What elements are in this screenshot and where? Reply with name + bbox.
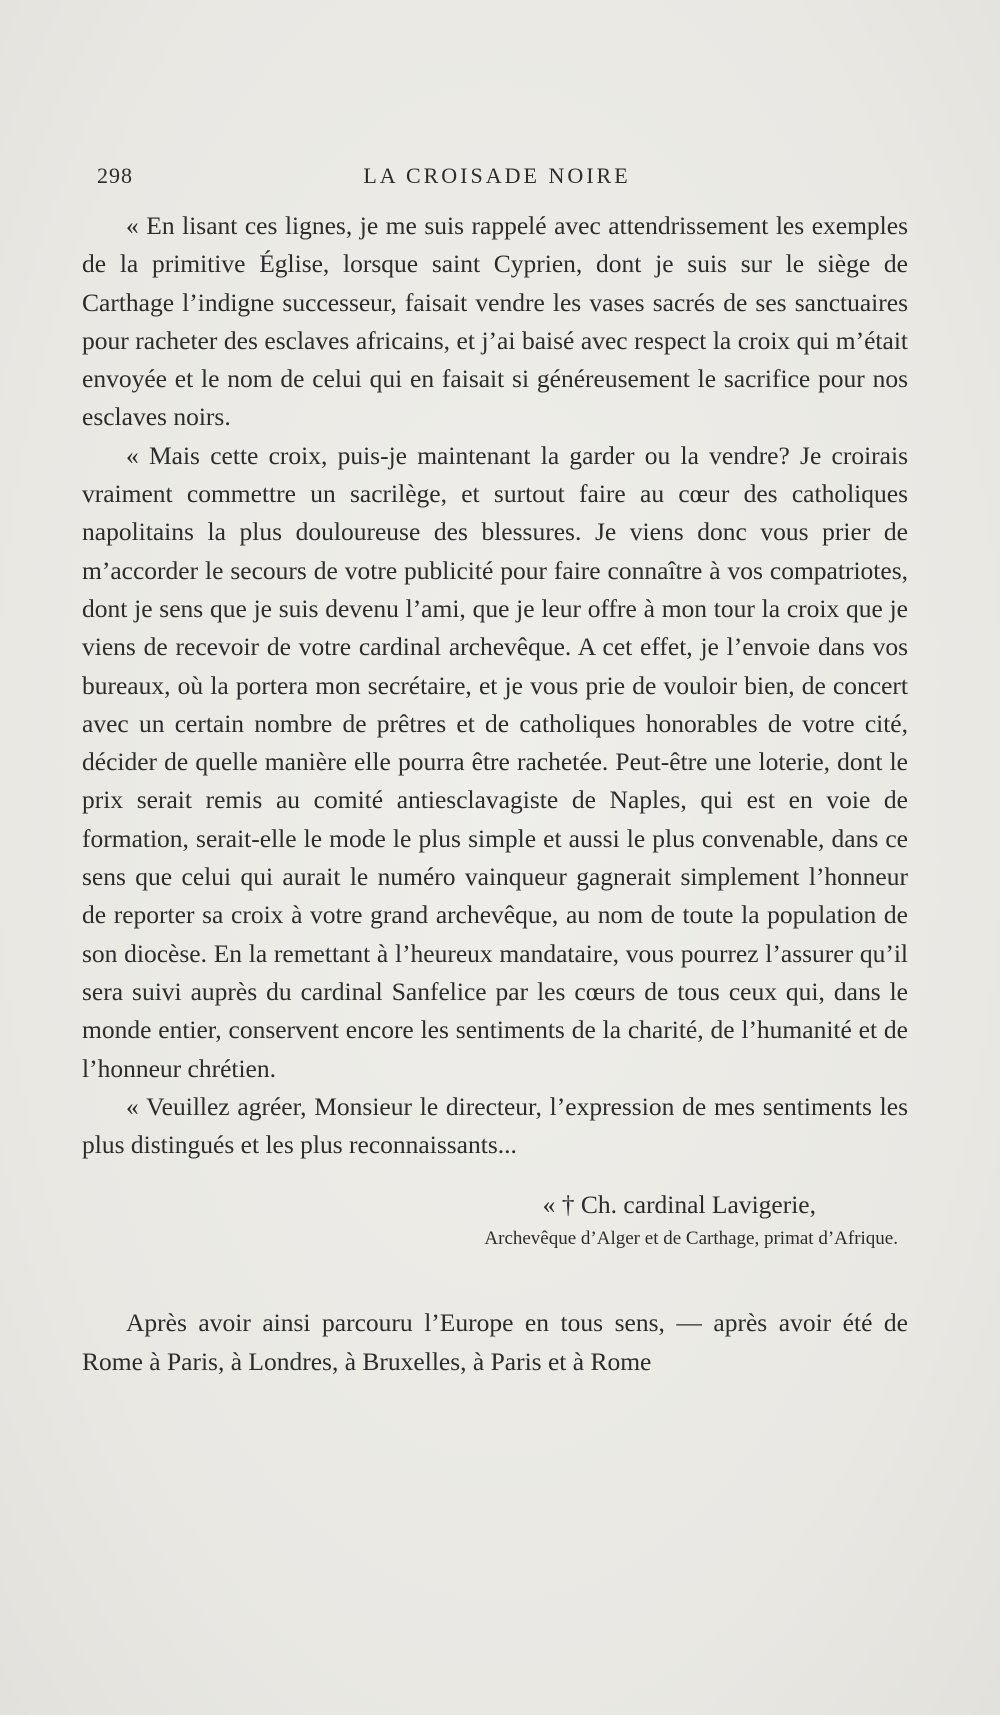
letter-body xyxy=(82,207,908,1381)
page-header xyxy=(97,163,897,193)
closing-section xyxy=(82,1304,908,1381)
page-number: 298 xyxy=(97,163,133,188)
running-title: LA CROISADE NOIRE xyxy=(363,163,631,188)
signature-name: « † Ch. cardinal Lavigerie, xyxy=(542,1190,816,1220)
paragraph-2: « Mais cette croix, puis-je maintenant la garder ou la vendre? Je croirais vraiment commettre un sacrilège, et surtout faire au cœur des catholiques napolitains la plus douloureuse des blessures. Je viens donc vous prier de m’accorder le secours de votre publicité pour faire connaître à vos compatriotes, dont je sens que je suis devenu l’ami, que je leur offre à mon tour la croix que je viens de recevoir de votre cardinal archevêque. A cet effet, je l’envoie dans vos bureaux, où la portera mon secrétaire, et je vous prie de vouloir bien, de concert avec un certain nombre de prêtres et de catholiques honorables de votre cité, décider de quelle manière elle pourra être rachetée. Peut-être une loterie, dont le prix serait remis au comité antiesclavagiste de Naples, qui est en voie de formation, serait-elle le mode le plus simple et aussi le plus convenable, dans ce sens que celui qui aurait le numéro vainqueur gagnerait simplement l’honneur de reporter sa croix à votre grand archevêque, au nom de toute la population de son diocèse. En la remettant à l’heureux mandataire, vous pourrez l’assurer qu’il sera suivi auprès du cardinal Sanfelice par les cœurs de tous ceux qui, dans le monde entier, conservent encore les sentiments de la charité, de l’humanité et de l’honneur chrétien. xyxy=(82,440,908,1083)
signature-title: Archevêque d’Alger et de Carthage, primat d’Afrique. xyxy=(484,1228,898,1250)
paragraph-1: « En lisant ces lignes, je me suis rappelé avec attendrissement les exemples de la primitive Église, lorsque saint Cyprien, dont je suis sur le siège de Carthage l’indigne successeur, faisait vendre les vases sacrés de ses sanctuaires pour racheter des esclaves africains, et j’ai baisé avec respect la croix qui m’était envoyée et le nom de celui qui en faisait si généreusement le sacrifice pour nos esclaves noirs. xyxy=(82,211,908,432)
closing-paragraph: Après avoir ainsi parcouru l’Europe en tous sens, — après avoir été de Rome à Paris, à Londres, à Bruxelles, à Paris et à Rome xyxy=(82,1308,908,1376)
paragraph-3: « Veuillez agréer, Monsieur le directeur, l’expression de mes sentiments les plus distingués et les plus reconnaissants... xyxy=(82,1091,908,1160)
